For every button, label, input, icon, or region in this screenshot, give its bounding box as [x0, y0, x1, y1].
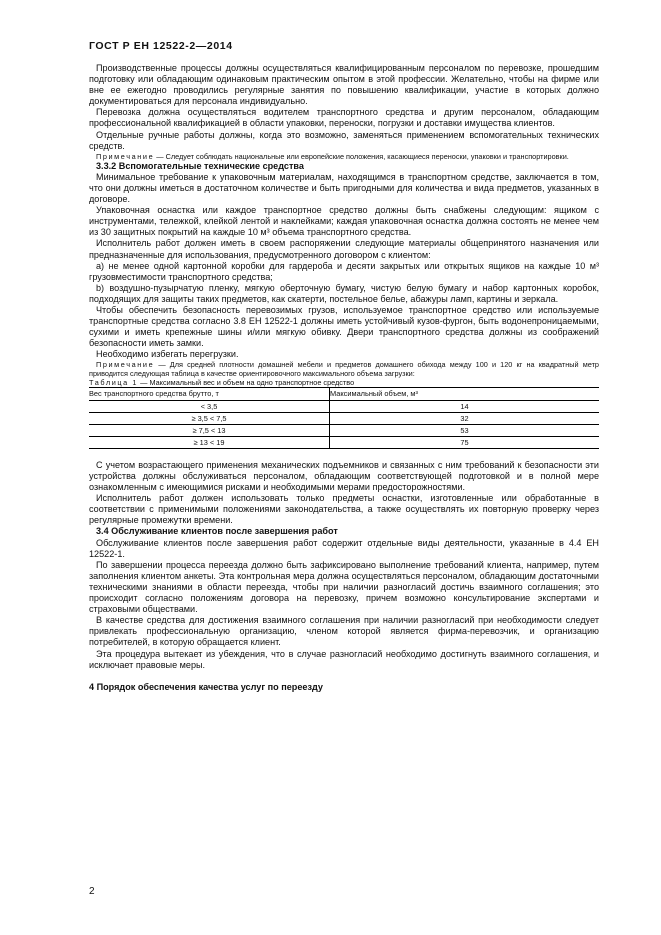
paragraph: Обслуживание клиентов после завершения работ содержит отдельные виды деятельности, указанные в 4.4 ЕН 12522-1.	[89, 537, 599, 559]
paragraph: Исполнитель работ должен иметь в своем распоряжении следующие материалы общепринятого назначения или предназначенные для использования, предусмотренного договором с клиентом:	[89, 238, 599, 260]
paragraph: Чтобы обеспечить безопасность перевозимых грузов, используемое транспортное средство или используемые транспортные средства согласно 3.8 ЕН 12522-1 должны иметь устойчивый кузов-фургон, быть водонепроницаемыми, сухими и иметь крепежные шины и/или мягкую обивку. Двери транспортного средства должны из соображений безопасности иметь замки.	[89, 304, 599, 349]
note-text: — Следует соблюдать национальные или европейские положения, касающиеся переноски, упаковки и транспортировки.	[154, 151, 569, 161]
table-caption-label: Таблица 1	[89, 378, 139, 388]
page-number: 2	[89, 886, 95, 897]
spacer	[89, 671, 599, 682]
paragraph: Производственные процессы должны осуществляться квалифицированным персоналом по перевозке, прошедшим подготовку или обладающим одинаковым практическим опытом в этой профессии. Желательно, чтобы на фирме или вне ее ежегодно проводились регулярные занятия по повышению квалификации, участие в которых должно документироваться для персонала индивидуально.	[89, 63, 599, 107]
table-cell: 75	[330, 436, 600, 448]
paragraph: Исполнитель работ должен использовать только предметы оснастки, изготовленные или обработанные в соответствии с применимыми положениями законодательства, а также осуществлять их повторную проверку через регулярные промежутки времени.	[89, 493, 599, 526]
spacer	[89, 449, 599, 460]
paragraph: С учетом возрастающего применения механических подъемников и связанных с ним требований к безопасности эти устройства должны обслуживаться персоналом, обладающим соответствующей подготовкой и в полной мере ознакомленным с имеющимися рисками и необходимыми мерами предосторожностями.	[89, 459, 599, 493]
table-cell: 32	[330, 412, 600, 424]
note	[89, 152, 599, 161]
note-label: Примечание	[96, 360, 155, 370]
table-cell: ≥ 7,5 < 13	[89, 424, 330, 436]
section-heading: 3.4 Обслуживание клиентов после завершения работ	[96, 526, 338, 537]
table-cell: ≥ 13 < 19	[89, 436, 330, 448]
table-caption-text: — Максимальный вес и объем на одно транспортное средство	[138, 378, 355, 388]
note	[89, 360, 599, 378]
table-cell: < 3,5	[89, 400, 330, 412]
table-cell: 53	[330, 424, 600, 436]
paragraph: Упаковочная оснастка или каждое транспортное средство должны быть снабжены следующим: ящиком с инструментами, тележкой, клейкой лентой и наклейками; каждая упаковочная оснастка должна состоять не менее чем из 30 защитных покрытий на каждые 10 м³ объема транспортного средства.	[89, 205, 599, 238]
table-row	[89, 424, 599, 436]
paragraph: Необходимо избегать перегрузки.	[96, 349, 239, 360]
table-cell: ≥ 3,5 < 7,5	[89, 412, 330, 424]
paragraph: Минимальное требование к упаковочным материалам, находящимся в транспортном средстве, заключается в том, что они должны иметься в достаточном количестве и быть пригодными для количества и вида предметов, указанных в договоре.	[89, 171, 599, 205]
table-row	[89, 400, 599, 412]
table-row	[89, 412, 599, 424]
list-item: а) не менее одной картонной коробки для гардероба и десяти закрытых или открытых ящиков на каждые 10 м³ грузовместимости транспортного средства;	[89, 260, 599, 282]
note-text: — Для средней плотности домашней мебели и предметов домашнего обихода между 100 и 120 кг на квадратный метр приводится следующая таблица в качестве ориентировочного максимального объема загрузки:	[89, 360, 599, 379]
table-header: Вес транспортного средства брутто, т	[89, 388, 330, 400]
note-label: Примечание	[96, 151, 155, 161]
document-body	[89, 63, 599, 693]
standard-header: ГОСТ Р ЕН 12522-2—2014	[89, 40, 233, 52]
paragraph: По завершении процесса переезда должно быть зафиксировано выполнение требований клиента, например, путем заполнения клиентом анкеты. Эта контрольная мера должна осуществляться персоналом, обладающим достаточными техническими знаниями в области переезда, чтобы при наличии разногласий достичь взаимного соглашения; это происходит согласно положениям договора на перевозку, причем возможно консультирование экспертами и страховыми обществами.	[89, 559, 599, 615]
paragraph: Перевозка должна осуществляться водителем транспортного средства и другим персоналом, обладающим профессиональной квалификацией в области упаковки, переноски, погрузки и доставки имущества клиентов.	[89, 107, 599, 129]
list-item: b) воздушно-пузырчатую пленку, мягкую оберточную бумагу, чистую белую бумагу и набор картонных коробок, подходящих для защиты таких предметов, как скатерти, постельное белье, абажуры ламп, картины и зеркала.	[89, 282, 599, 304]
section-heading: 3.3.2 Вспомогательные технические средства	[96, 160, 304, 171]
paragraph: Отдельные ручные работы должны, когда это возможно, заменяться применением вспомогательных технических средств.	[89, 129, 599, 151]
section-heading: 4 Порядок обеспечения качества услуг по переезду	[89, 681, 323, 692]
table-row	[89, 436, 599, 448]
table-cell: 14	[330, 400, 600, 412]
table-caption	[89, 378, 599, 387]
table-header: Максимальный объем, м³	[330, 388, 600, 400]
paragraph: В качестве средства для достижения взаимного соглашения при наличии разногласий при необходимости следует привлекать профессиональную организацию, членом которой является фирма-перевозчик, и организацию потребителей, в которую обращается клиент.	[89, 615, 599, 648]
vehicle-load-table	[89, 387, 599, 448]
paragraph: Эта процедура вытекает из убеждения, что в случае разногласий необходимо достигнуть взаимного соглашения, и исключает правовые меры.	[89, 648, 599, 670]
